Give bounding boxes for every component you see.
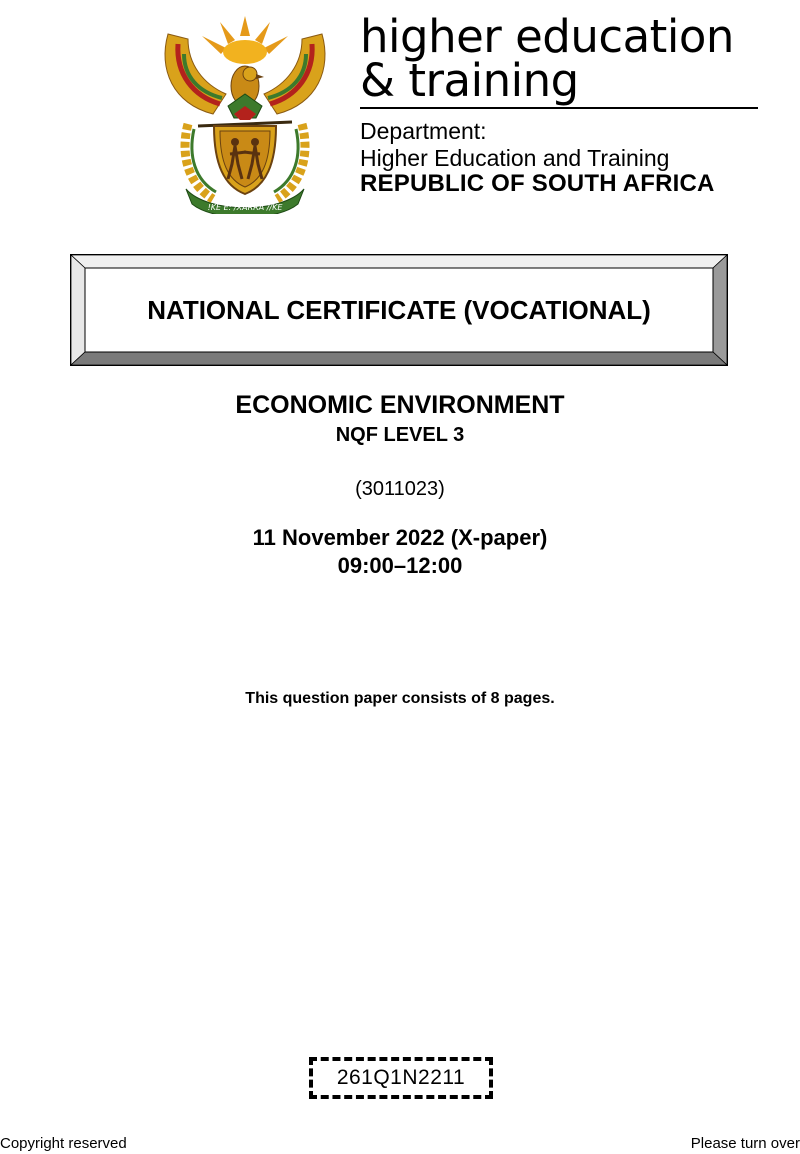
page-count-note: This question paper consists of 8 pages. — [245, 690, 555, 707]
sun-icon — [202, 16, 288, 64]
department-label: Department: — [360, 118, 487, 144]
footer-copyright: Copyright reserved — [0, 1135, 127, 1152]
coat-of-arms-logo — [158, 14, 332, 214]
coat-motto: !KE E: /XARRA //KE — [207, 203, 283, 212]
subject-title: ECONOMIC ENVIRONMENT — [235, 391, 565, 419]
nqf-level: NQF LEVEL 3 — [335, 424, 465, 446]
paper-code-box — [309, 1057, 493, 1099]
footer-turn-over: Please turn over — [690, 1135, 800, 1152]
paper-code: 261Q1N2211 — [336, 1066, 466, 1089]
subject-code: (3011023) — [355, 478, 445, 500]
department-name: Higher Education and Training — [360, 145, 670, 171]
certificate-title: NATIONAL CERTIFICATE (VOCATIONAL) — [147, 294, 651, 325]
wordmark-training: & training — [360, 54, 579, 107]
wordmark-higher-education: higher education — [360, 10, 734, 63]
country-name: REPUBLIC OF SOUTH AFRICA — [360, 170, 715, 197]
shield-icon — [214, 126, 276, 194]
exam-date: 11 November 2022 (X-paper) — [252, 525, 548, 550]
exam-time: 09:00–12:00 — [337, 553, 463, 578]
wordmark-divider — [360, 107, 758, 109]
